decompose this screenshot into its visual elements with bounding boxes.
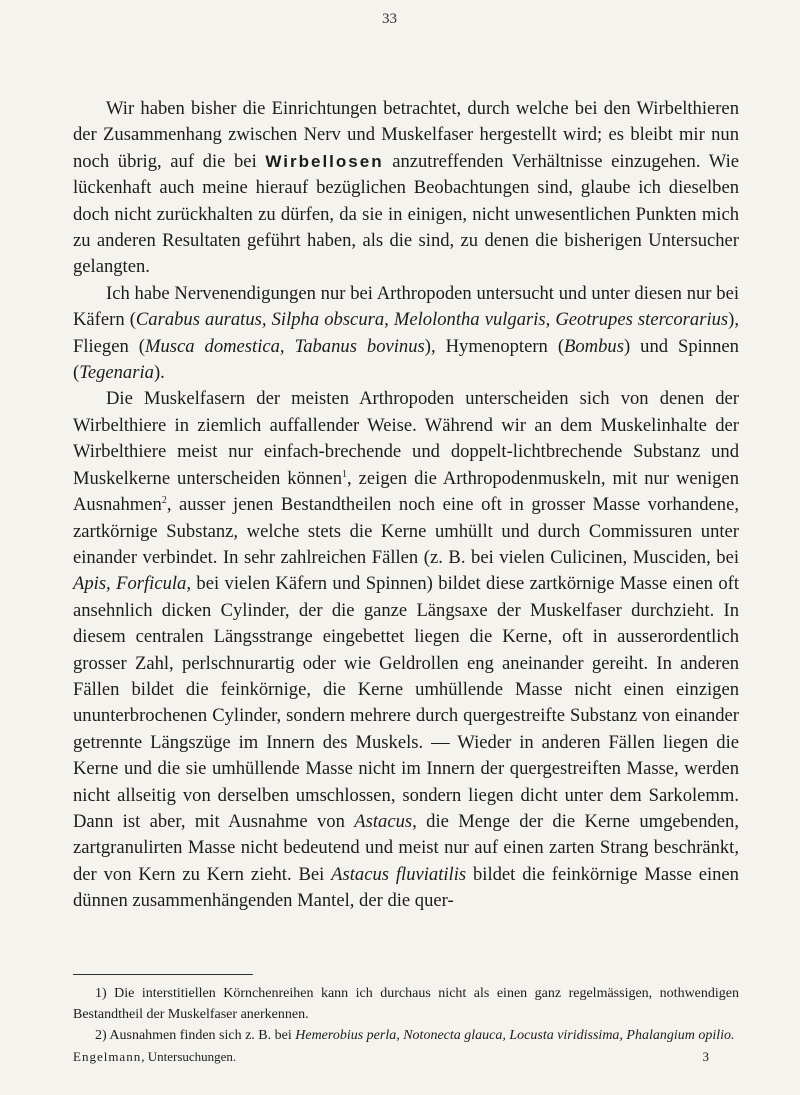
footnote-text: Die interstitiellen Körnchenreihen kann ich durchaus nicht als einen ganz regelmässigen, nothwendigen Bestandtheil der Muskelfaser anerkennen.: [73, 986, 739, 1022]
footnote-number: 1): [95, 986, 107, 1001]
text-run: ), Fliegen (: [73, 309, 739, 357]
species-names: Carabus auratus, Silpha obscura, Melolontha vulgaris, Geotrupes stercorarius: [135, 309, 729, 331]
footnotes: [73, 983, 739, 1046]
text-run: Ich habe Nervenendigungen nur bei Arthropoden untersucht und unter diesen nur bei Käfern (: [73, 282, 739, 331]
signature-title: , Untersuchungen.: [141, 1049, 237, 1064]
footnote-ref-1[interactable]: 1: [342, 468, 348, 480]
spaced-emphasis: Wirbellosen: [265, 151, 384, 171]
text-run: , zeigen die Arthropodenmuskeln, mit nur wenigen Ausnahmen: [73, 467, 739, 516]
signature-line: [73, 1049, 739, 1065]
species-names: Apis, Forficula,: [73, 573, 192, 595]
paragraph-3: [73, 386, 739, 914]
signature-author: Engelmann: [73, 1049, 142, 1064]
paragraph-1: [73, 96, 739, 281]
footnote-divider: [73, 974, 253, 975]
text-run: ).: [153, 362, 165, 384]
text-run: , ausser jenen Bestandtheilen noch eine oft in grosser Masse vorhandene, zartkörnige Substanz, welche stets die Kerne umhüllt und durch Commissuren unter einander verbindet. In sehr zahlreichen Fällen (z. B. bei vielen Culicinen, Musciden, bei: [73, 494, 739, 568]
species-names: Tegenaria: [79, 362, 154, 384]
species-names: Bombus: [564, 335, 624, 357]
body-text: [73, 96, 739, 915]
footnote-2: [73, 1025, 739, 1046]
text-run: Die Muskelfasern der meisten Arthropoden unterscheiden sich von denen der Wirbelthiere in ziemlich auffallender Weise. Während wir an dem Muskelinhalte der Wirbelthiere meist nur einfach-brechende und doppelt-lichtbrechende Substanz und Muskelkerne unterscheiden können: [73, 388, 739, 489]
text-run: die Menge der die Kerne umgebenden, zartgranulirten Masse nicht bedeutend und meist nur auf einen zarten Strang beschränkt, der von Kern zu Kern zieht. Bei: [73, 810, 739, 885]
text-run: ), Hymenoptern (: [424, 335, 565, 357]
species-names: Astacus,: [354, 810, 417, 832]
paragraph-2: [73, 281, 739, 387]
text-run: ) und Spinnen (: [73, 335, 739, 384]
footnote-text: Ausnahmen finden sich z. B. bei: [106, 1028, 296, 1043]
text-run: bei vielen Käfern und Spinnen) bildet diese zartkörnige Masse einen oft ansehnlich dicken Cylinder, der die ganze Längsaxe der Muskelfaser durchzieht. In diesem centralen Längsstrange eingebettet liegen die Kerne, oft in ausserordentlich grosser Zahl, perlschnurartig oder wie Geldrollen eng aneinander gereiht. In anderen Fällen bildet die feinkörnige, die Kerne umhüllende Masse nicht einen einzigen ununterbrochenen Cylinder, sondern mehrere durch quergestreifte Substanz von einander getrennte Längszüge im Innern des Muskels. — Wieder in anderen Fällen liegen die Kerne und die sie umhüllende Masse nicht im Innern der quergestreiften Masse, werden nicht allseitig von derselben umschlossen, sondern liegen dicht unter dem Sarkolemm. Dann ist aber, mit Ausnahme von: [73, 573, 739, 832]
sheet-number: 3: [702, 1049, 709, 1064]
page-number: 33: [382, 11, 397, 27]
text-run: Wir haben bisher die Einrichtungen betrachtet, durch welche bei den Wirbelthieren der Zusammenhang zwischen Nerv und Muskelfaser hergestellt wird; es bleibt mir nun noch übrig, auf die bei: [73, 98, 739, 172]
text-run: anzutreffenden Verhältnisse einzugehen. Wie lückenhaft auch meine hierauf bezüglichen Beobachtungen sind, glaube ich dieselben doch nicht zurückhalten zu dürfen, da sie in einigen, nicht unwesentlichen Punkten mich zu anderen Resultaten geführt haben, als die sind, zu denen die bisherigen Untersucher gelangten.: [73, 150, 739, 278]
footnote-number: 2): [95, 1028, 107, 1043]
species-names: Hemerobius perla, Notonecta glauca, Locusta viridissima, Phalangium opilio.: [295, 1028, 735, 1043]
footnote-ref-2[interactable]: 2: [161, 494, 167, 506]
species-names: Musca domestica, Tabanus bovinus: [144, 335, 425, 357]
text-run: bildet die feinkörnige Masse einen dünnen zusammenhängenden Mantel, der die quer-: [73, 863, 739, 912]
species-names: Astacus fluviatilis: [331, 863, 467, 885]
footnote-1: [73, 983, 739, 1025]
